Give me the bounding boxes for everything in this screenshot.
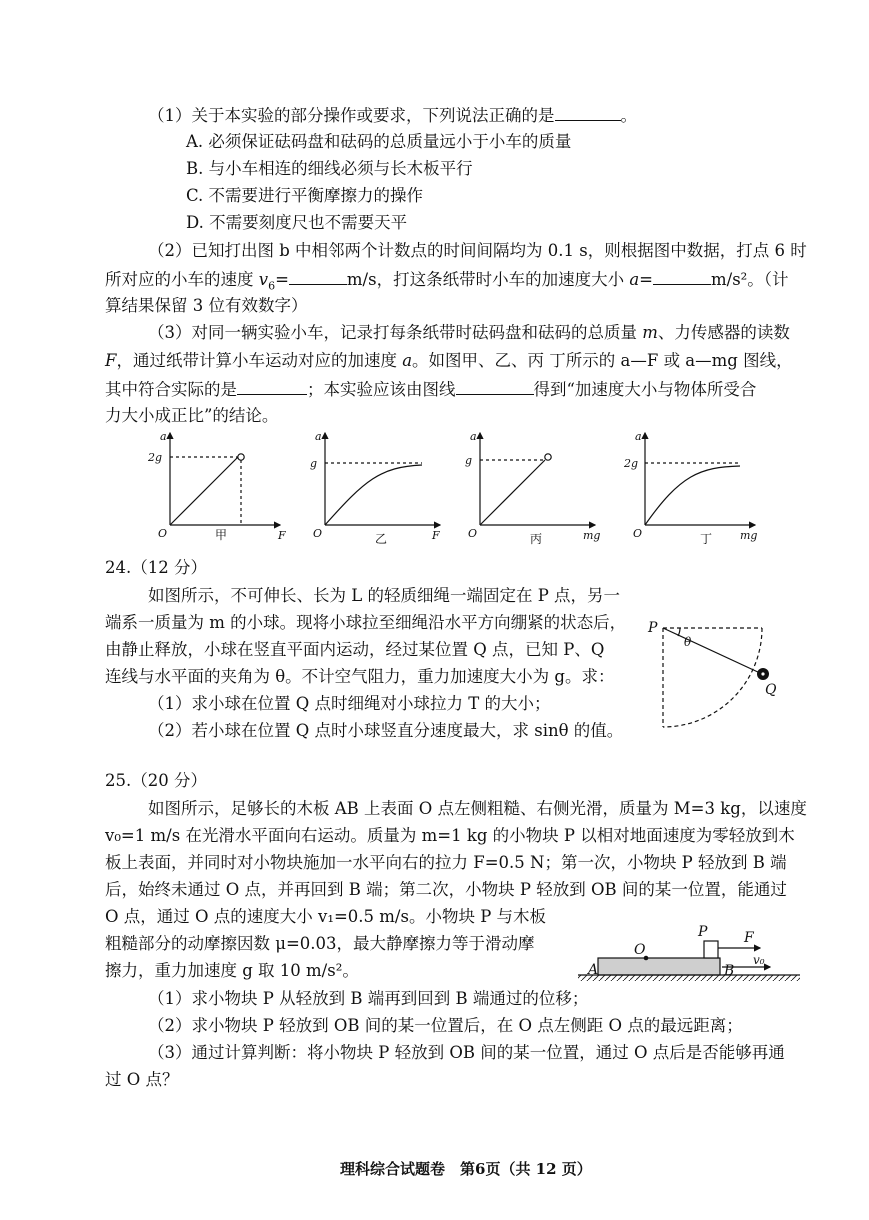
q25-heading: 25.（20 分） (105, 771, 207, 790)
board-figure (570, 920, 810, 988)
graph4-caption: 丁 (700, 532, 713, 546)
graph3-xlabel: mg (583, 529, 601, 542)
board (598, 958, 720, 975)
q25-sub3-line1: （3）通过计算判断：将小物块 P 轻放到 OB 间的某一位置，通过 O 点后是否能够再通 (148, 1043, 785, 1062)
q24-heading: 24.（12 分） (105, 558, 207, 577)
graph1-ytick: 2g (148, 451, 163, 464)
graph2-origin: O (313, 527, 323, 540)
q24-line4: 连线与水平面的夹角为 θ。不计空气阻力，重力加速度大小为 g。求： (105, 667, 615, 686)
q25-sub3-line2: 过 O 点？ (105, 1070, 179, 1089)
q24-line2: 端系一质量为 m 的小球。现将小球拉至细绳沿水平方向绷紧的状态后， (105, 613, 627, 632)
answer-blank[interactable] (456, 378, 534, 395)
option-b: B. 与小车相连的细线必须与长木板平行 (186, 159, 473, 178)
option-c: C. 不需要进行平衡摩擦力的操作 (186, 186, 424, 205)
q23-part2-line3: 算结果保留 3 位有效数字） (105, 296, 308, 315)
q25-line6: 粗糙部分的动摩擦因数 μ=0.03，最大静摩擦力等于滑动摩 (105, 934, 535, 953)
graph4-xlabel: mg (740, 529, 758, 542)
q23-part3-line4: 力大小成正比”的结论。 (105, 406, 279, 425)
q24-line1: 如图所示，不可伸长、长为 L 的轻质细绳一端固定在 P 点，另一 (148, 586, 621, 605)
graph-bing (480, 433, 595, 525)
graph3-ytick: g (465, 454, 473, 467)
option-d: D. 不需要刻度尺也不需要天平 (186, 213, 408, 232)
q25-line1: 如图所示，足够长的木板 AB 上表面 O 点左侧粗糙、右侧光滑，质量为 M=3 kg，以速度 (148, 799, 807, 818)
label-v0: v₀ (753, 953, 765, 967)
option-a: A. 必须保证砝码盘和砝码的总质量远小于小车的质量 (186, 132, 572, 151)
graph2-caption: 乙 (375, 532, 388, 546)
q23-part3-line1: （3）对同一辆实验小车，记录打每条纸带时砝码盘和砝码的总质量 m、力传感器的读数 (148, 323, 790, 342)
label-b: B (724, 963, 735, 979)
graph4-ytick: 2g (624, 457, 639, 470)
q23-part2-line2: 所对应的小车的速度 $v_6= m/s$，打这条纸带时小车的加速度大小 a= m/s²。（计 (105, 270, 789, 293)
q25-line3: 板上表面，并同时对小物块施加一水平向右的拉力 F=0.5 N；第一次，小物块 P 轻放到 B 端 (105, 853, 787, 872)
graph3-caption: 丙 (530, 532, 543, 546)
graph-yi (325, 433, 440, 525)
graph-ding (645, 433, 755, 525)
answer-blank[interactable] (555, 104, 621, 121)
q24-sub1: （1）求小球在位置 Q 点时细绳对小球拉力 T 的大小； (148, 694, 551, 713)
point-p-label: P (648, 620, 658, 636)
graph-jia (170, 433, 280, 525)
q23-part1: （1）关于本实验的部分操作或要求，下列说法正确的是 。 (148, 106, 637, 125)
answer-blank[interactable] (237, 378, 307, 395)
theta-label: θ (684, 635, 692, 649)
q25-line7: 擦力，重力加速度 g 取 10 m/s²。 (105, 961, 359, 980)
q23-part2-line1: （2）已知打出图 b 中相邻两个计数点的时间间隔均为 0.1 s，则根据图中数据，打点 6 时 (148, 241, 807, 260)
graph4-origin: O (633, 527, 643, 540)
point-q-label: Q (765, 682, 777, 698)
label-p: P (698, 924, 708, 940)
q25-sub1: （1）求小物块 P 从轻放到 B 端再到回到 B 端通过的位移； (148, 989, 589, 1008)
q25-sub2: （2）求小物块 P 轻放到 OB 间的某一位置后，在 O 点左侧距 O 点的最远距离； (148, 1016, 743, 1035)
graph1-origin: O (158, 527, 168, 540)
label-o: O (634, 942, 646, 958)
graph1-xlabel: F (278, 529, 286, 542)
q23-part3-line2: F，通过纸带计算小车运动对应的加速度 a。如图甲、乙、丙 丁所示的 a—F 或 a—mg 图线， (105, 351, 793, 370)
graph3-origin: O (468, 527, 478, 540)
graph3-ylabel: a (470, 430, 477, 443)
q24-sub2: （2）若小球在位置 Q 点时小球竖直分速度最大，求 sinθ 的值。 (148, 721, 624, 740)
label-f: F (744, 930, 754, 946)
answer-blank[interactable] (289, 268, 347, 285)
q24-line3: 由静止释放，小球在竖直平面内运动，经过某位置 Q 点，已知 P、Q (105, 640, 605, 659)
graph1-ylabel: a (160, 430, 167, 443)
page-footer: 理科综合试题卷 第6页（共 12 页） (340, 1160, 592, 1178)
angle-arc (678, 628, 680, 636)
string-line (663, 628, 760, 673)
pendulum-figure (640, 618, 805, 728)
graph4-ylabel: a (635, 430, 642, 443)
answer-blank[interactable] (653, 268, 711, 285)
q25-line2: v₀=1 m/s 在光滑水平面向右运动。质量为 m=1 kg 的小物块 P 以相对地面速度为零轻放到木 (105, 826, 795, 845)
graph2-xlabel: F (432, 529, 440, 542)
graph2-ylabel: a (315, 430, 322, 443)
label-a: A (588, 962, 599, 978)
arc-path (663, 628, 762, 727)
graph2-ytick: g (310, 457, 318, 470)
q25-line4: 后，始终未通过 O 点，并再回到 B 端；第二次，小物块 P 轻放到 OB 间的某一位置，能通过 (105, 880, 787, 899)
q25-line5: O 点，通过 O 点的速度大小 v₁=0.5 m/s。小物块 P 与木板 (105, 907, 547, 926)
block-p (704, 941, 718, 958)
ground-hatch (578, 975, 800, 981)
graphs-figure (140, 425, 760, 555)
q23-part3-line3: 其中符合实际的是 ；本实验应该由图线 得到“加速度大小与物体所受合 (105, 380, 757, 399)
graph1-caption: 甲 (215, 528, 228, 542)
